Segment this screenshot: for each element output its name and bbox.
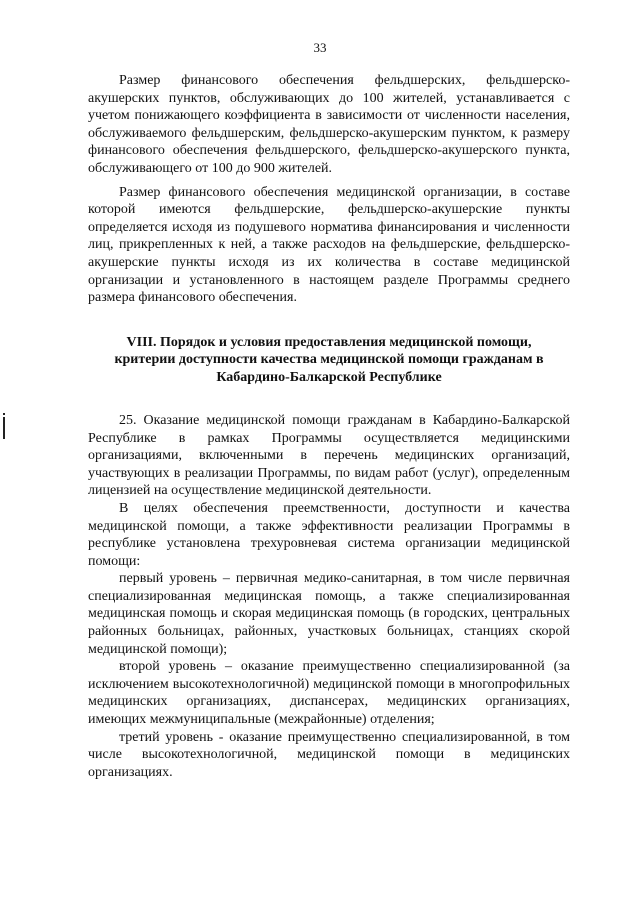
page-number: 33 [313,40,327,55]
margin-mark [3,413,5,415]
section-heading [92,334,566,386]
paragraph-level-1: первый уровень – первичная медико-санитарная, в том числе первичная специализированная медицинская помощь, а также специализированная медицинская помощь и скорая медицинская помощь (в городских, центральных районных больницах, районных, участковых больницах, станциях скорой медицинской помощи); [88,571,570,657]
heading-line-3: Кабардино-Балкарской Республике [216,369,442,385]
heading-line-2: критерии доступности качества медицинской помощи гражданам в [114,352,544,368]
margin-bar [3,417,5,439]
paragraph-three-level-system: В целях обеспечения преемственности, доступности и качества медицинской помощи, а также эффективности реализации Программы в республике установлена трехуровневая система организации медицинской помощи: [88,500,570,569]
document-body [88,72,570,781]
paragraph-level-3: третий уровень - оказание преимущественно специализированной, в том числе высокотехнологичной, медицинской помощи в медицинских организациях. [88,729,570,780]
heading-line-1: VIII. Порядок и условия предоставления медицинской помощи, [126,334,532,350]
paragraph-org-size: Размер финансового обеспечения медицинской организации, в составе которой имеются фельдшерские, фельдшерско-акушерские пункты определяется исходя из подушевого норматива финансирования и численности лиц, прикрепленных к ней, а также расходов на фельдшерские, фельдшерско-акушерские пункты исходя из их количества в составе медицинской организации и установленного в настоящем разделе Программы среднего размера финансового обеспечения. [88,184,570,306]
paragraph-level-2: второй уровень – оказание преимущественно специализированной (за исключением высокотехнологичной) медицинской помощи в многопрофильных медицинских организациях, диспансерах, медицинских организациях, имеющих межмуниципальные (межрайонные) отделения; [88,659,570,728]
paragraph-25: 25. Оказание медицинской помощи гражданам в Кабардино-Балкарской Республике в рамках Программы осуществляется медицинскими организациями, включенными в перечень медицинских организаций, участвующих в реализации Программы, по видам работ (услуг), определенным лицензией на осуществление медицинской деятельности. [88,412,570,499]
paragraph-feldsher-size: Размер финансового обеспечения фельдшерских, фельдшерско-акушерских пунктов, обслуживающих до 100 жителей, устанавливается с учетом понижающего коэффициента в зависимости от численности населения, обслуживаемого фельдшерским, фельдшерско-акушерским пунктом, к размеру финансового обеспечения фельдшерского, фельдшерско-акушерского пункта, обслуживающего от 100 до 900 жителей. [88,73,570,176]
